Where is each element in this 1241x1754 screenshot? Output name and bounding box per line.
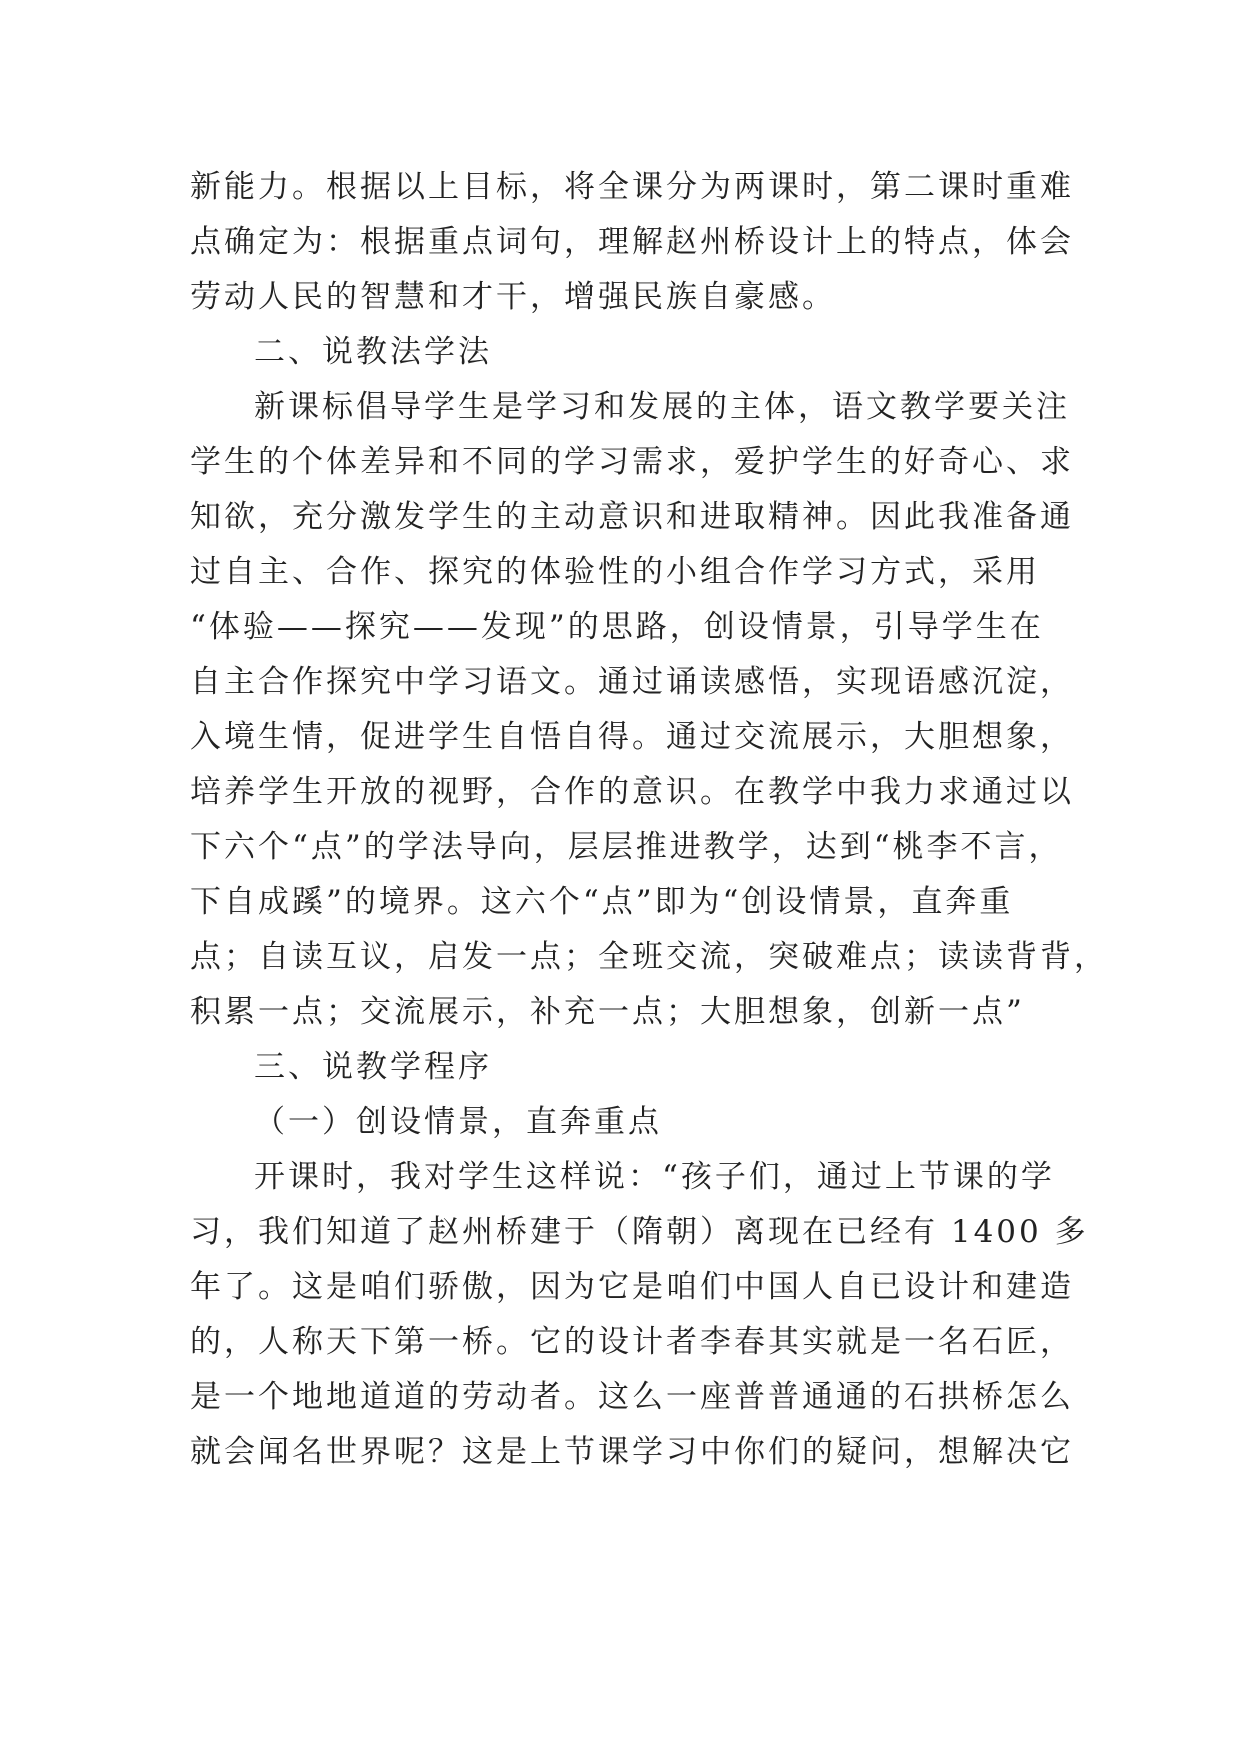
text-line: 学生的个体差异和不同的学习需求，爱护学生的好奇心、求 [190,444,1074,480]
text-line: “体验——探究——发现”的思路，创设情景，引导学生在 [190,609,1044,645]
subsection-heading: （一）创设情景，直奔重点 [254,1104,662,1140]
text-line: 年了。这是咱们骄傲，因为它是咱们中国人自已设计和建造 [190,1269,1074,1305]
text-line: 劳动人民的智慧和才干，增强民族自豪感。 [190,279,836,315]
text-line: 下自成蹊”的境界。这六个“点”即为“创设情景，直奔重 [190,884,1014,920]
paragraph-start-line: 新课标倡导学生是学习和发展的主体，语文教学要关注 [254,389,1070,425]
text-line: 是一个地地道道的劳动者。这么一座普普通通的石拱桥怎么 [190,1379,1074,1415]
text-line: 新能力。根据以上目标，将全课分为两课时，第二课时重难 [190,169,1074,205]
text-line: 的，人称天下第一桥。它的设计者李春其实就是一名石匠， [190,1324,1074,1360]
section-heading: 二、说教法学法 [254,334,492,370]
text-line: 点；自读互议，启发一点；全班交流，突破难点；读读背背， [190,939,1108,975]
text-line: 下六个“点”的学法导向，层层推进教学，达到“桃李不言， [190,829,1063,865]
text-line: 过自主、合作、探究的体验性的小组合作学习方式，采用 [190,554,1040,590]
text-line: 知欲，充分激发学生的主动意识和进取精神。因此我准备通 [190,499,1074,535]
text-line: 就会闻名世界呢？这是上节课学习中你们的疑问，想解决它 [190,1434,1074,1470]
paragraph-start-line: 开课时，我对学生这样说：“孩子们，通过上节课的学 [254,1159,1055,1195]
text-line: 培养学生开放的视野，合作的意识。在教学中我力求通过以 [190,774,1074,810]
document-body [190,160,1108,1480]
text-line: 积累一点；交流展示，补充一点；大胆想象，创新一点” [190,994,1025,1030]
text-line: 自主合作探究中学习语文。通过诵读感悟，实现语感沉淀， [190,664,1074,700]
text-line: 习，我们知道了赵州桥建于（隋朝）离现在已经有 1400 多 [190,1214,1089,1250]
section-heading: 三、说教学程序 [254,1049,492,1085]
text-line: 入境生情，促进学生自悟自得。通过交流展示，大胆想象， [190,719,1074,755]
text-line: 点确定为：根据重点词句，理解赵州桥设计上的特点，体会 [190,224,1074,260]
